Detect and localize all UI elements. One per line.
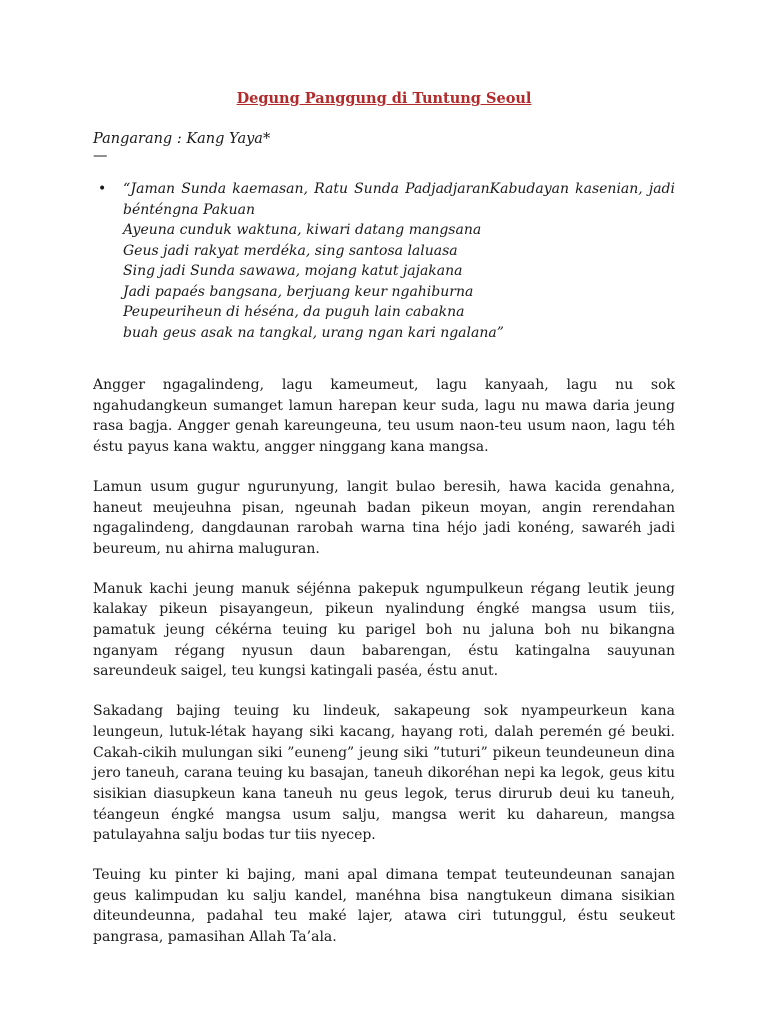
body-paragraph: Angger ngagalindeng, lagu kameumeut, lagu kanyaah, lagu nu sok ngahudangkeun sumanget lamun harepan keur suda, lagu nu mawa daria jeung rasa bagja. Angger genah kareungeuna, teu usum naon-teu usum naon, lagu téh éstu payus kana waktu, angger ninggang kana mangsa. <box>93 377 675 456</box>
document-page <box>93 88 675 948</box>
poem-line: “Jaman Sunda kaemasan, Ratu Sunda PadjadjaranKabudayan kasenian, jadi <box>123 181 675 197</box>
poem-line: Jadi papaés bangsana, berjuang keur ngahiburna <box>123 283 474 300</box>
poem-line: Sing jadi Sunda sawawa, mojang katut jajakana <box>123 263 463 279</box>
poem-list-item <box>93 179 675 343</box>
author-line: Pangarang : Kang Yaya* <box>93 131 271 147</box>
poem-line: buah geus asak na tangkal, urang ngan kari ngalana” <box>123 324 504 341</box>
poem-line: Ayeuna cunduk waktuna, kiwari datang mangsana <box>123 222 482 238</box>
body-paragraph: Sakadang bajing teuing ku lindeuk, sakapeung sok nyampeurkeun kana leungeun, lutuk-létak hayang siki kacang, hayang roti, dalah peremén gé beuki. Cakah-cikih mulungan siki ”euneng” jeung siki ”tuturi” pikeun teundeuneun dina jero taneuh, carana teuing ku basajan, taneuh dikoréhan nepi ka legok, geus kitu sisikian diasupkeun kana taneuh nu geus legok, terus dirurub deui ku taneuh, téangeun éngké mangsa usum salju, mangsa werit ku dahareun, mangsa patulayahna salju bodas tur tiis nyecep. <box>93 703 675 844</box>
bullet-icon: • <box>98 181 107 197</box>
document-title: Degung Panggung di Tuntung Seoul <box>236 90 532 107</box>
separator-dash: — <box>93 148 108 164</box>
body-paragraph: Manuk kachi jeung manuk séjénna pakepuk ngumpulkeun régang leutik jeung kalakay pikeun pisayangeun, pikeun nyalindung éngké mangsa usum tiis, pamatuk jeung cékérna teuing ku parigel boh nu jaluna boh nu bikangna nganyam régang nyusun daun babarengan, éstu katingalna sauyunan sareundeuk saigel, teu kungsi katingali paséa, éstu anut. <box>93 580 675 680</box>
body-text <box>93 375 675 948</box>
poem-line: bénténgna Pakuan <box>123 201 255 218</box>
body-paragraph: Teuing ku pinter ki bajing, mani apal dimana tempat teuteundeunan sanajan geus kalimpudan ku salju kandel, manéhna bisa nangtukeun dimana sisikian diteundeunna, padahal teu maké lajer, atawa ciri tutunggul, éstu seukeut pangrasa, pamasihan Allah Ta’ala. <box>93 867 675 946</box>
poem-line: Peupeuriheun di héséna, da puguh lain cabakna <box>123 304 465 320</box>
poem-line: Geus jadi rakyat merdéka, sing santosa laluasa <box>123 242 458 259</box>
body-paragraph: Lamun usum gugur ngurunyung, langit bulao beresih, hawa kacida genahna, haneut meujeuhna pisan, ngeunah badan pikeun moyan, angin rerendahan ngagalindeng, dangdaunan rarobah warna tina héjo jadi konéng, sawaréh jadi beureum, nu ahirna maluguran. <box>93 478 675 557</box>
